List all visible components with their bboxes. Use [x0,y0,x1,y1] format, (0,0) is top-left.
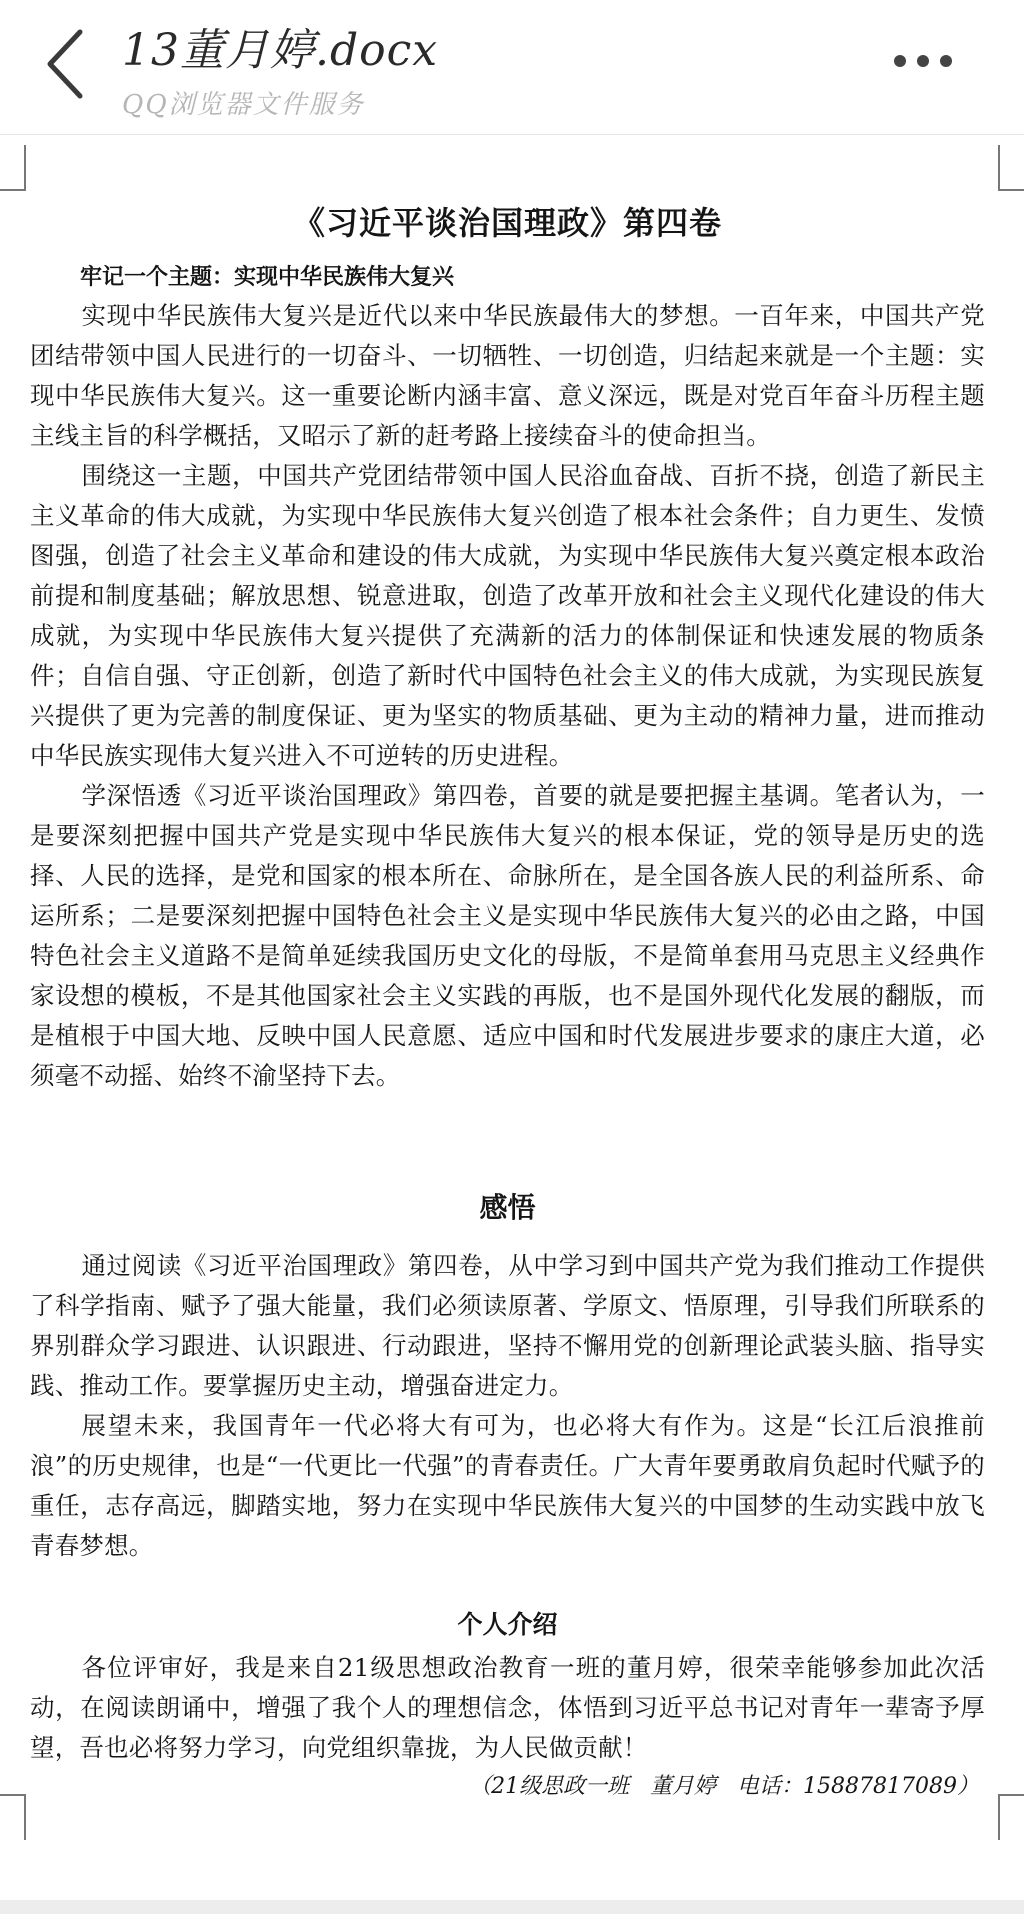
file-subtitle: QQ浏览器文件服务 [122,90,365,120]
page-corner-mark [998,1794,1024,1840]
intro-heading: 个人介绍 [457,1610,558,1639]
body-paragraph: 围绕这一主题，中国共产党团结带领中国人民浴血奋战、百折不挠，创造了新民主主义革命的伟大成就，为实现中华民族伟大复兴创造了根本社会条件；自力更生、发愤图强，创造了社会主义革命和建设的伟大成就，为实现中华民族伟大复兴奠定根本政治前提和制度基础；解放思想、锐意进取，创造了改革开放和社会主义现代化建设的伟大成就，为实现中华民族伟大复兴提供了充满新的活力的体制保证和快速发展的物质条件；自信自强、守正创新，创造了新时代中国特色社会主义的伟大成就，为实现民族复兴提供了更为完善的制度保证、更为坚实的物质基础、更为主动的精神力量，进而推动中华民族实现伟大复兴进入不可逆转的历史进程。 [30,461,985,770]
chevron-left-icon [40,24,100,104]
reflection-paragraph: 通过阅读《习近平治国理政》第四卷，从中学习到中国共产党为我们推动工作提供了科学指南、赋予了强大能量，我们必须读原著、学原文、悟原理，引导我们所联系的界别群众学习跟进、认识跟进、行动跟进，坚持不懈用党的创新理论武装头脑、指导实践、推动工作。要掌握历史主动，增强奋进定力。 [30,1251,985,1400]
section-subtitle: 牢记一个主题：实现中华民族伟大复兴 [80,264,455,290]
body-paragraph: 实现中华民族伟大复兴是近代以来中华民族最伟大的梦想。一百年来，中国共产党团结带领中国人民进行的一切奋斗、一切牺牲、一切创造，归结起来就是一个主题：实现中华民族伟大复兴。这一重要论断内涵丰富、意义深远，既是对党百年奋斗历程主题主线主旨的科学概括，又昭示了新的赶考路上接续奋斗的使命担当。 [30,301,985,450]
more-dot-icon [894,55,906,67]
file-title: 13董月婷.docx [122,25,439,76]
top-app-bar [0,0,1024,135]
author-signature: （21级思政一班 董月婷 电话：15887817089） [469,1774,979,1799]
more-dot-icon [917,55,929,67]
page-corner-mark [998,145,1024,191]
document-page [30,200,985,1806]
page-corner-mark [0,1794,26,1840]
reflection-paragraph: 展望未来，我国青年一代必将大有可为，也必将大有作为。这是“长江后浪推前浪”的历史规律，也是“一代更比一代强”的青春责任。广大青年要勇敢肩负起时代赋予的重任，志存高远，脚踏实地，努力在实现中华民族伟大复兴的中国梦的生动实践中放飞青春梦想。 [30,1411,985,1560]
back-button[interactable] [40,24,100,104]
reflection-heading: 感悟 [479,1191,536,1224]
page-corner-mark [0,145,26,191]
more-dot-icon [940,55,952,67]
intro-paragraph: 各位评审好，我是来自21级思想政治教育一班的董月婷，很荣幸能够参加此次活动，在阅读朗诵中，增强了我个人的理想信念，体悟到习近平总书记对青年一辈寄予厚望，吾也必将努力学习，向党组织靠拢，为人民做贡献！ [30,1653,985,1762]
more-options-button[interactable] [894,52,974,82]
body-paragraph: 学深悟透《习近平谈治国理政》第四卷，首要的就是要把握主基调。笔者认为，一是要深刻把握中国共产党是实现中华民族伟大复兴的根本保证，党的领导是历史的选择、人民的选择，是党和国家的根本所在、命脉所在，是全国各族人民的利益所系、命运所系；二是要深刻把握中国特色社会主义是实现中华民族伟大复兴的必由之路，中国特色社会主义道路不是简单延续我国历史文化的母版，不是简单套用马克思主义经典作家设想的模板，不是其他国家社会主义实践的再版，也不是国外现代化发展的翻版，而是植根于中国大地、反映中国人民意愿、适应中国和时代发展进步要求的康庄大道，必须毫不动摇、始终不渝坚持下去。 [30,781,985,1090]
bottom-edge [0,1900,1024,1914]
document-title: 《习近平谈治国理政》第四卷 [292,204,722,242]
